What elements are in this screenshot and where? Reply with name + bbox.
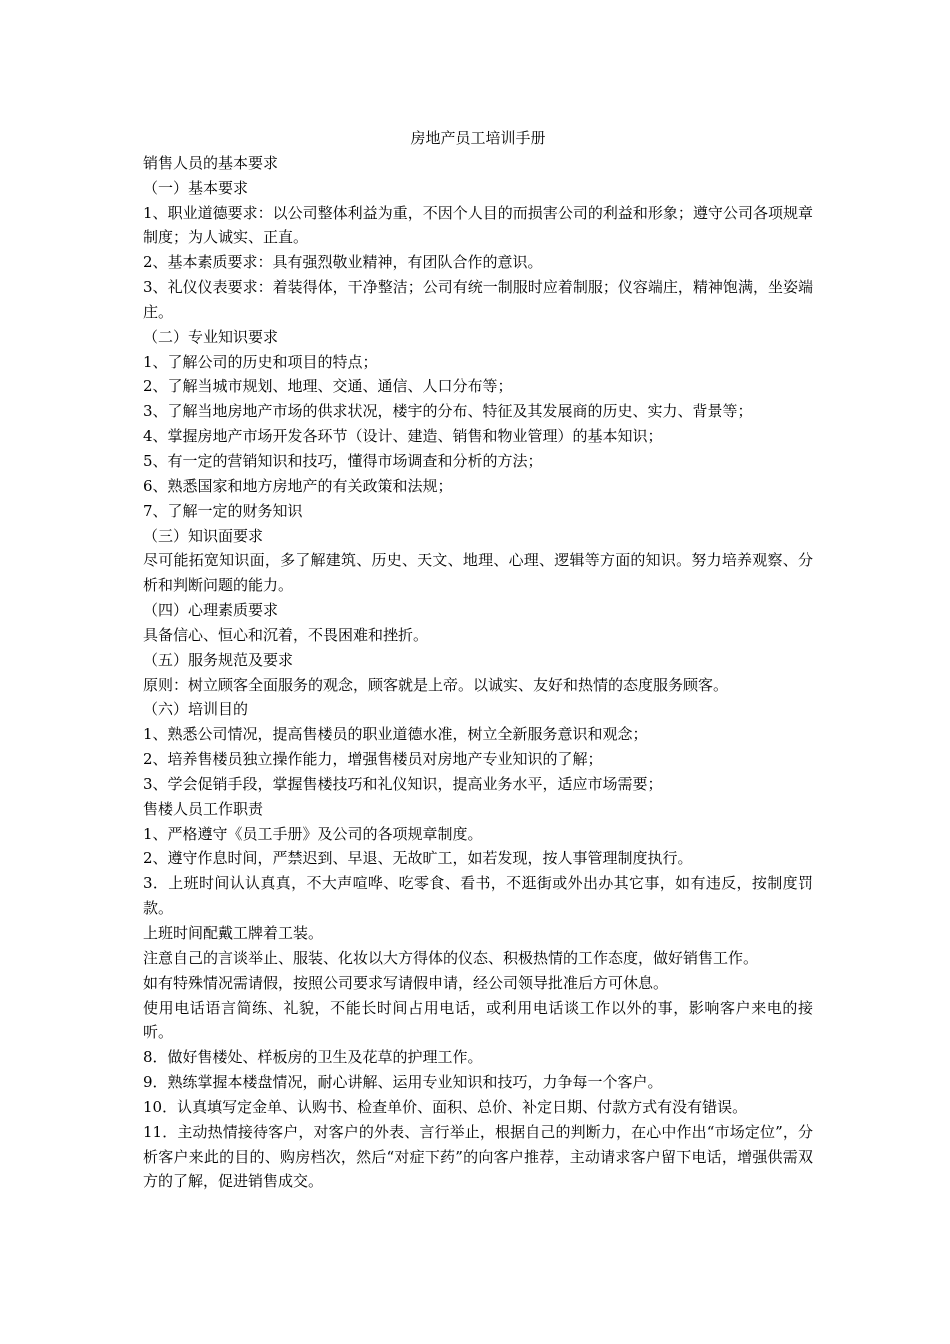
paragraph: 8．做好售楼处、样板房的卫生及花草的护理工作。 (143, 1048, 483, 1067)
paragraph: 2、了解当城市规划、地理、交通、通信、人口分布等； (143, 377, 513, 396)
paragraph: 尽可能拓宽知识面，多了解建筑、历史、天文、地理、心理、逻辑等方面的知识。努力培养观察、分析和判断问题的能力。 (143, 551, 813, 595)
paragraph: （二）专业知识要求 (143, 327, 279, 346)
paragraph: 6、熟悉国家和地方房地产的有关政策和法规； (143, 476, 453, 495)
paragraph: 10．认真填写定金单、认购书、检查单价、面积、总价、补定日期、付款方式有没有错误。 (143, 1097, 748, 1116)
paragraph: 2、培养售楼员独立操作能力，增强售楼员对房地产专业知识的了解； (143, 750, 603, 769)
paragraph: 上班时间配戴工牌着工装。 (143, 924, 324, 942)
paragraph: 注意自己的言谈举止、服装、化妆以大方得体的仪态、积极热情的工作态度，做好销售工作。 (143, 948, 759, 967)
paragraph: 1、熟悉公司情况，提高售楼员的职业道德水准，树立全新服务意识和观念； (143, 725, 648, 744)
paragraph: 5、有一定的营销知识和技巧，懂得市场调查和分析的方法； (143, 451, 543, 470)
paragraph: 3、学会促销手段，掌握售楼技巧和礼仪知识，提高业务水平，适应市场需要； (143, 774, 663, 793)
paragraph: 如有特殊情况需请假，按照公司要求写请假申请，经公司领导批准后方可休息。 (143, 973, 669, 992)
paragraph: 2、遵守作息时间，严禁迟到、早退、无故旷工，如若发现，按人事管理制度执行。 (143, 849, 693, 868)
paragraph: 4、掌握房地产市场开发各环节（设计、建造、销售和物业管理）的基本知识； (143, 427, 663, 446)
paragraph: （六）培训目的 (143, 700, 249, 719)
paragraph: （四）心理素质要求 (143, 601, 279, 620)
paragraph: 2、基本素质要求：具有强烈敬业精神，有团队合作的意识。 (143, 253, 543, 272)
paragraph: 11．主动热情接待客户，对客户的外表、言行举止，根据自己的判断力，在心中作出“市场定位”，分析客户来此的目的、购房档次，然后“对症下药”的向客户推荐，主动请求客户留下电话，增强供需双方的了解，促进销售成交。 (143, 1122, 813, 1191)
paragraph: 1、职业道德要求：以公司整体利益为重，不因个人目的而损害公司的利益和形象；遵守公司各项规章制度；为人诚实、正直。 (143, 203, 813, 247)
paragraph: 1、了解公司的历史和项目的特点； (143, 352, 378, 371)
paragraph: 3、礼仪仪表要求：着装得体，干净整洁；公司有统一制服时应着制服；仪容端庄，精神饱满，坐姿端庄。 (143, 278, 813, 321)
document-page (143, 126, 813, 1194)
paragraph: 1、严格遵守《员工手册》及公司的各项规章制度。 (143, 824, 483, 843)
paragraph: 使用电话语言简练、礼貌，不能长时间占用电话，或利用电话谈工作以外的事，影响客户来电的接听。 (143, 998, 813, 1042)
paragraph: 售楼人员工作职责 (143, 799, 264, 818)
paragraph: 7、了解一定的财务知识 (143, 501, 303, 520)
paragraph: （五）服务规范及要求 (143, 650, 294, 669)
document-title: 房地产员工培训手册 (410, 129, 546, 147)
paragraph: 3、了解当地房地产市场的供求状况，楼宇的分布、特征及其发展商的历史、实力、背景等； (143, 402, 753, 421)
paragraph: 3．上班时间认认真真，不大声喧哗、吃零食、看书，不逛街或外出办其它事，如有违反，按制度罚款。 (143, 874, 813, 918)
paragraph: （一）基本要求 (143, 178, 249, 197)
paragraph: （三）知识面要求 (143, 526, 264, 545)
paragraph: 销售人员的基本要求 (143, 153, 279, 172)
document-body (143, 151, 813, 1194)
paragraph: 9．熟练掌握本楼盘情况，耐心讲解、运用专业知识和技巧，力争每一个客户。 (143, 1073, 663, 1092)
paragraph: 具备信心、恒心和沉着，不畏困难和挫折。 (143, 625, 429, 644)
paragraph: 原则：树立顾客全面服务的观念，顾客就是上帝。以诚实、友好和热情的态度服务顾客。 (143, 675, 729, 694)
